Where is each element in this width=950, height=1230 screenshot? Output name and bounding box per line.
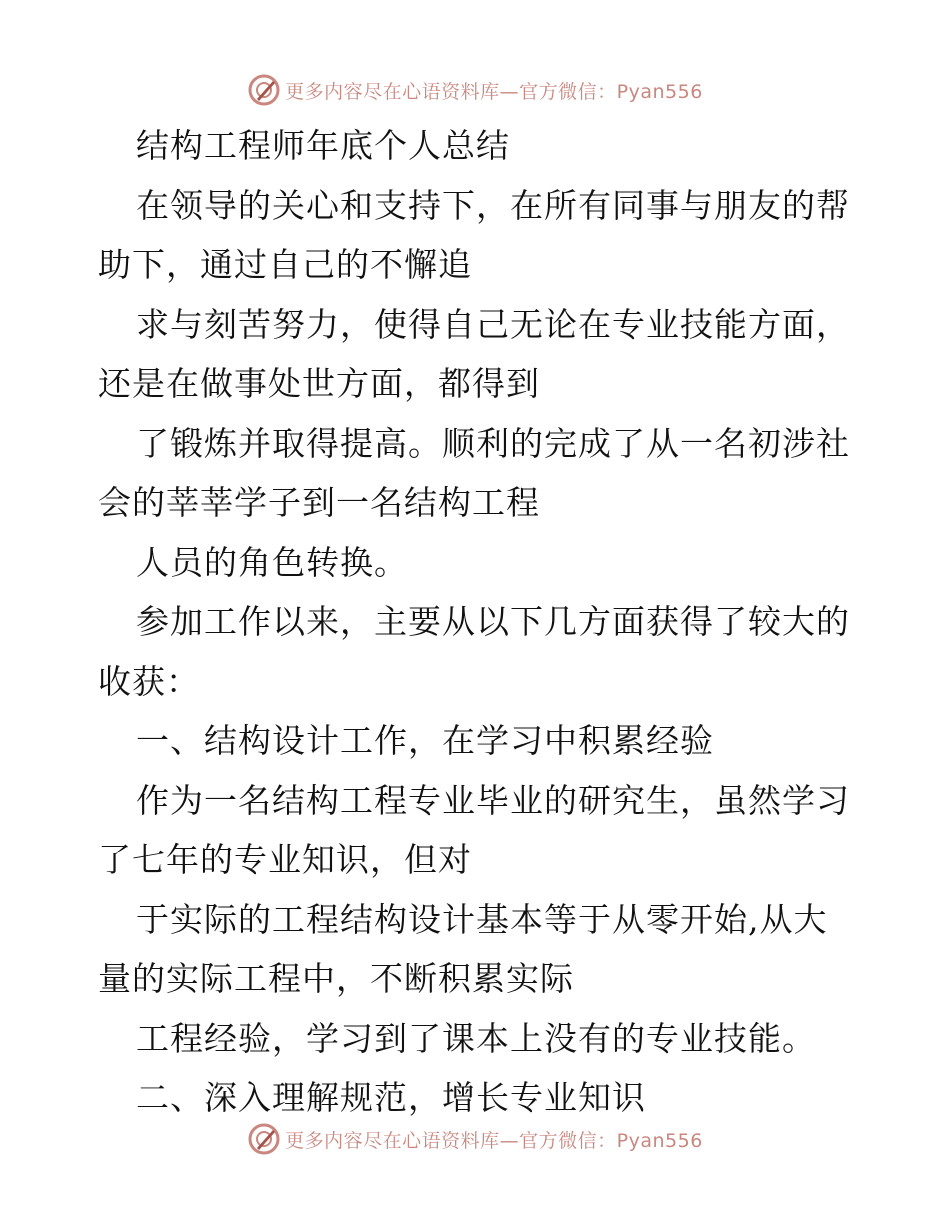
paragraph-line: 了七年的专业知识，但对 [98, 840, 472, 879]
paragraph-line: 人员的角色转换。 [136, 542, 408, 582]
footer-watermark [0, 1119, 950, 1159]
section-heading-2: 二、深入理解规范，增长专业知识 [136, 1078, 646, 1117]
paragraph-line: 助下，通过自己的不懈追 [98, 245, 472, 284]
document-body [98, 116, 858, 1128]
paragraph-line: 求与刻苦努力，使得自己无论在专业技能方面， [136, 304, 850, 344]
brand-logo-icon [247, 1122, 281, 1156]
paragraph-line: 量的实际工程中，不断积累实际 [98, 959, 574, 998]
paragraph-line: 于实际的工程结构设计基本等于从零开始,从大 [136, 899, 828, 939]
document-title: 结构工程师年底个人总结 [136, 126, 510, 165]
watermark-text: 更多内容尽在心语资料库—官方微信：Pyan556 [285, 80, 703, 103]
paragraph-line: 在领导的关心和支持下，在所有同事与朋友的帮 [136, 185, 850, 225]
paragraph-line: 收获： [98, 661, 200, 701]
brand-logo-icon [247, 73, 281, 107]
header-watermark [0, 70, 950, 110]
paragraph-line: 参加工作以来，主要从以下几方面获得了较大的 [136, 602, 850, 641]
paragraph-line: 会的莘莘学子到一名结构工程 [98, 483, 540, 522]
paragraph-line: 还是在做事处世方面，都得到 [98, 364, 540, 403]
paragraph-line: 作为一名结构工程专业毕业的研究生，虽然学习 [136, 780, 850, 820]
section-heading-1: 一、结构设计工作，在学习中积累经验 [136, 721, 714, 760]
watermark-text: 更多内容尽在心语资料库—官方微信：Pyan556 [285, 1129, 703, 1152]
paragraph-line: 了锻炼并取得提高。顺利的完成了从一名初涉社 [136, 423, 850, 463]
paragraph-line: 工程经验，学习到了课本上没有的专业技能。 [136, 1018, 816, 1058]
